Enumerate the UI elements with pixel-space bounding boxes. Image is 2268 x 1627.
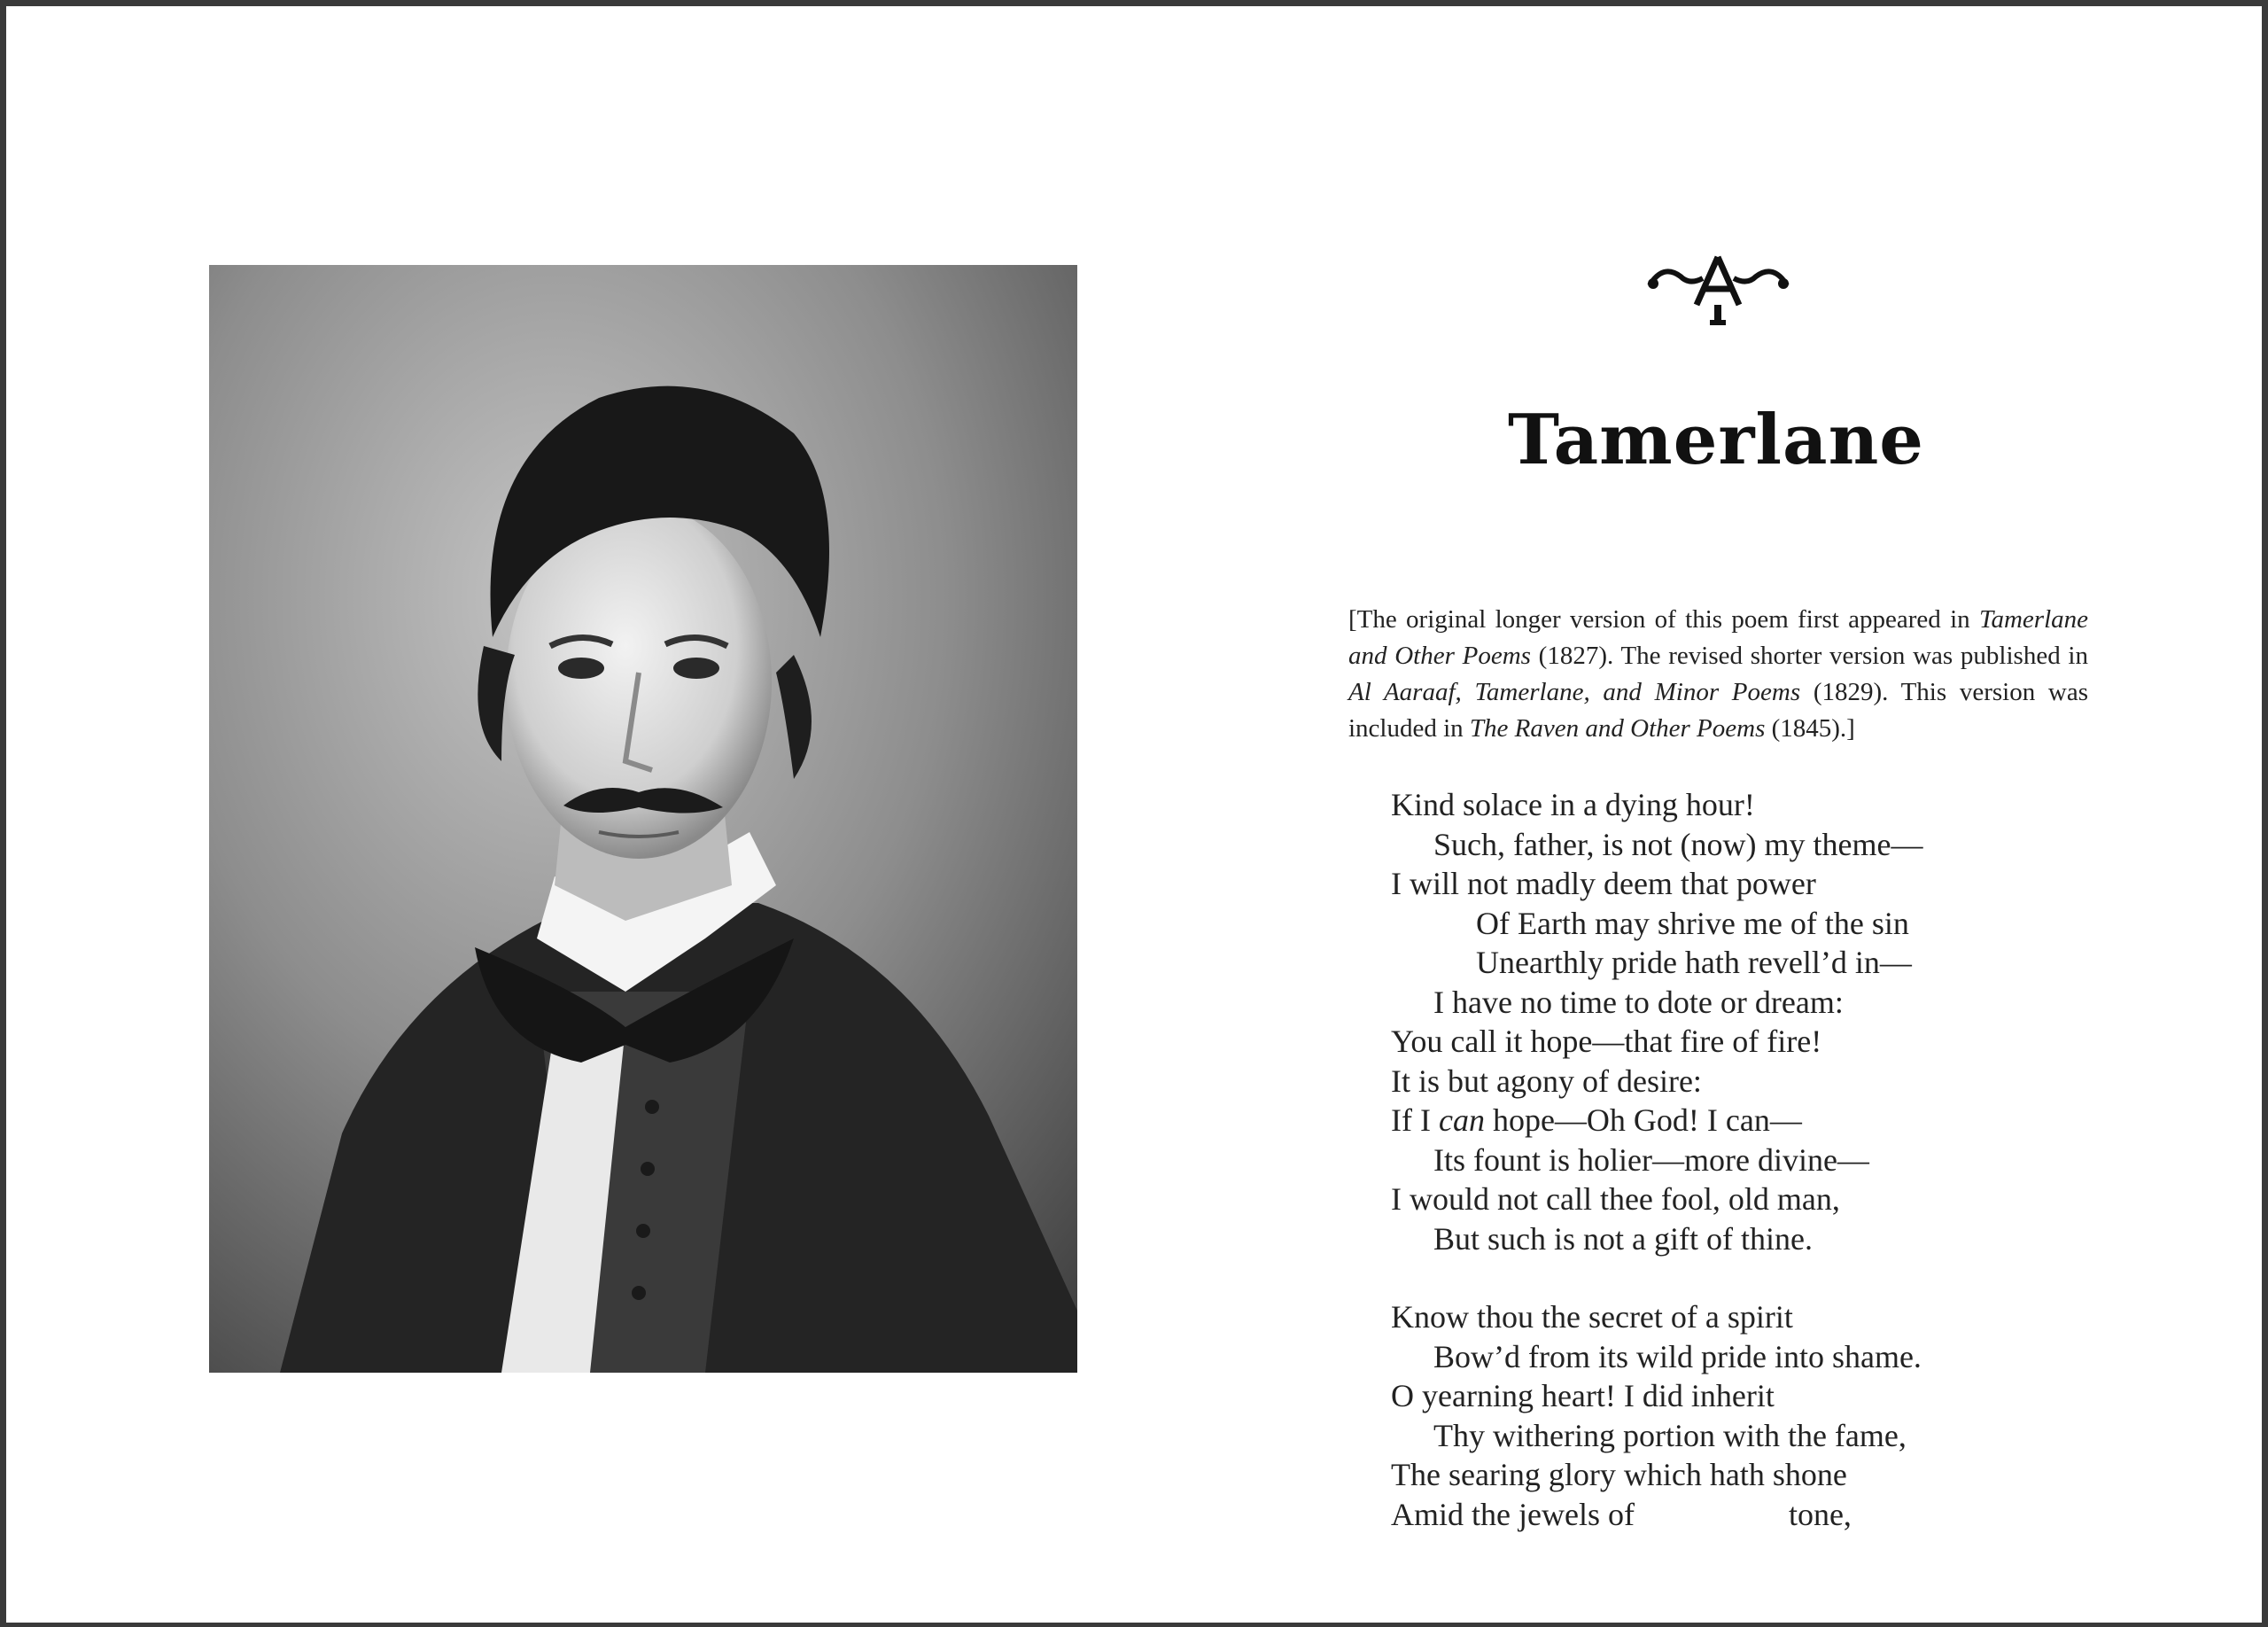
poem-line: Know thou the secret of a spirit [1391, 1299, 1793, 1335]
note-title: The Raven and Other Poems [1469, 714, 1766, 743]
poem-line: Unearthly pride hath revell’d in— [1476, 945, 1912, 980]
poem-line: It is but agony of desire: [1391, 1063, 1702, 1099]
poem-line: I would not call thee fool, old man, [1391, 1181, 1840, 1217]
poem-line: But such is not a gift of thine. [1433, 1220, 1813, 1257]
poem-line: The searing glory which hath shone [1391, 1457, 1847, 1492]
poem-line [1391, 1495, 1922, 1535]
poem-line: Of Earth may shrive me of the sin [1476, 905, 1909, 941]
editorial-note [1348, 602, 2088, 747]
poem-title: Tamerlane [1508, 400, 1924, 480]
author-portrait [209, 265, 1077, 1373]
note-title: Tamerlane and Other Poems [1348, 605, 2088, 670]
stanza-2 [1391, 1297, 1922, 1534]
note-text: (1827). The revised shorter version was published in [1530, 642, 2088, 670]
poem-line: You call it hope—that fire of fire! [1391, 1024, 1822, 1059]
poem-line: Kind solace in a dying hour! [1391, 787, 1755, 822]
ornament-icon [1641, 250, 1796, 330]
poem-line-emphasis: can [1438, 1102, 1485, 1138]
note-text: [The original longer version of this poem first appeared in [1348, 605, 1970, 634]
poem-line-part: tone, [1788, 1496, 1852, 1532]
note-text: (1829). This version was included in [1348, 678, 2088, 743]
poem-line [1391, 1101, 1922, 1140]
poem-line: Such, father, is not (now) my theme— [1433, 826, 1923, 862]
poem-line-part: hope—Oh God! I can— [1484, 1102, 1802, 1138]
poem-line: I will not madly deem that power [1391, 866, 1816, 901]
poem-line-part: Amid the jewels of [1391, 1496, 1635, 1532]
poem-line: Thy withering portion with the fame, [1433, 1417, 1907, 1453]
poem-line: O yearning heart! I did inherit [1391, 1378, 1775, 1413]
poem-line: Bow’d from its wild pride into shame. [1433, 1338, 1922, 1374]
note-text: (1845).] [1765, 714, 1855, 743]
poem-line: I have no time to dote or dream: [1433, 984, 1844, 1020]
poem-line: Its fount is holier—more divine— [1433, 1141, 1869, 1178]
note-title: Al Aaraaf, Tamerlane, and Minor Poems [1348, 678, 1801, 706]
stanza-1 [1391, 785, 1922, 1258]
poem-line-part: If I [1391, 1102, 1439, 1138]
